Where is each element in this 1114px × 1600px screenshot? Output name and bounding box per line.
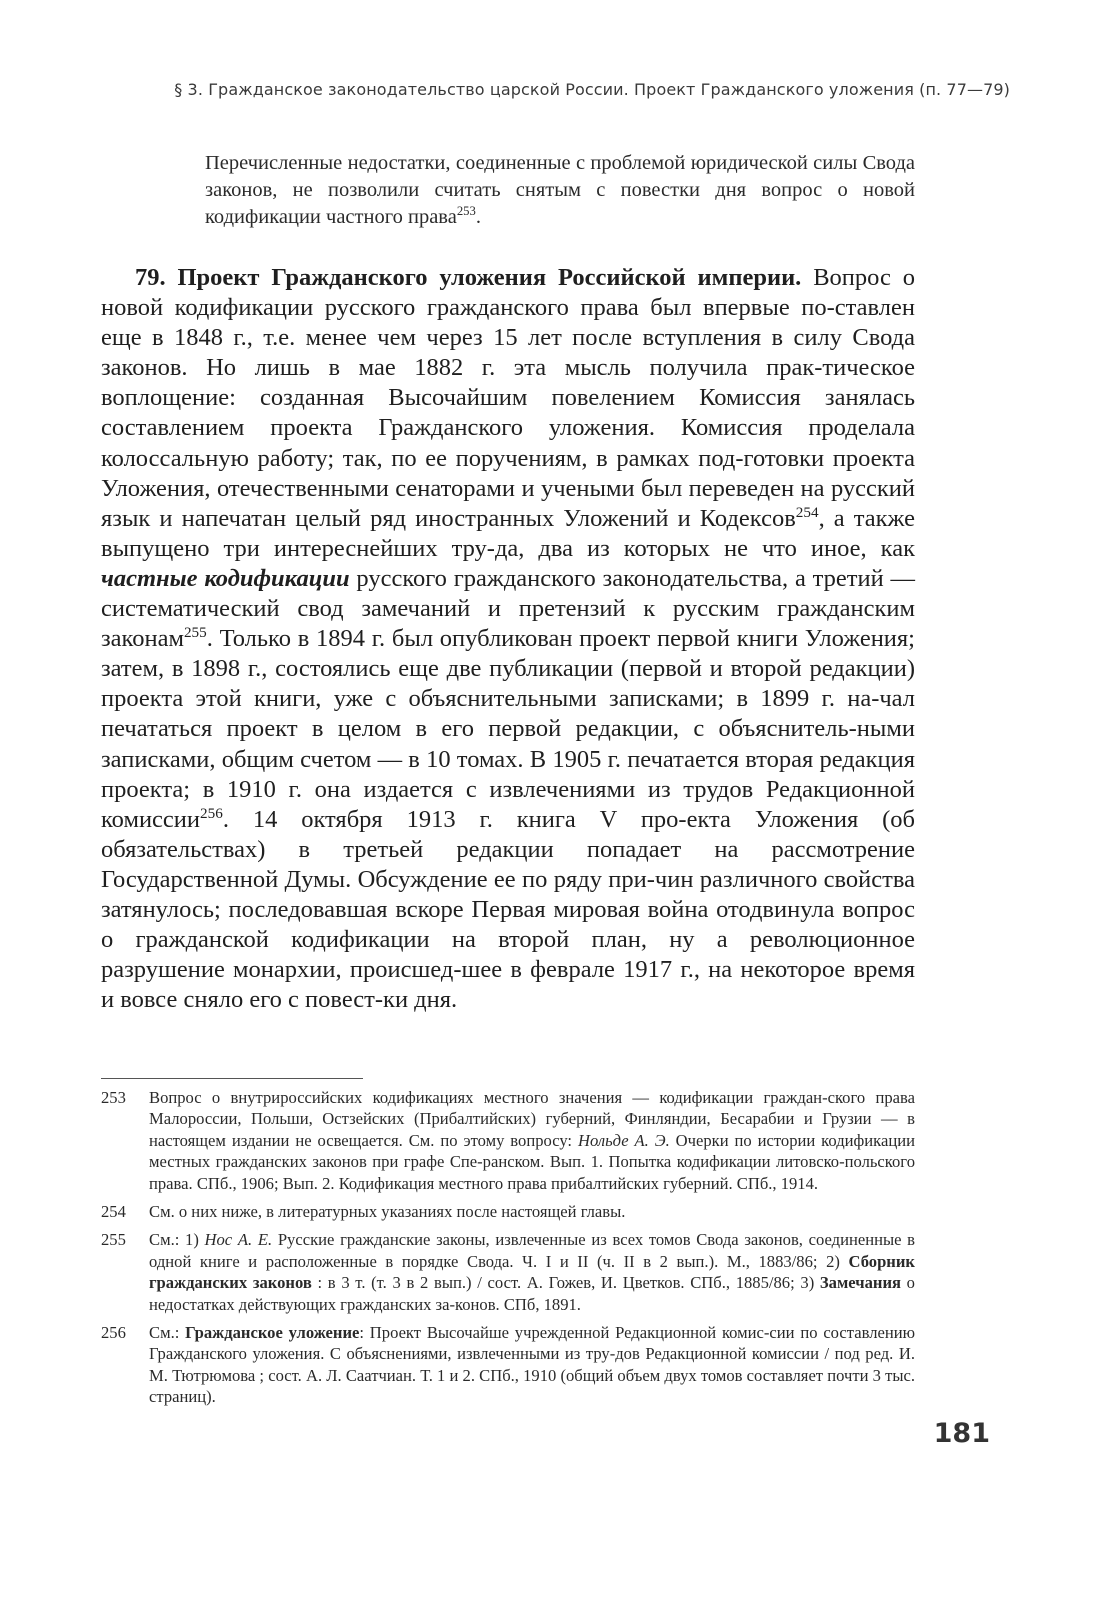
footnote-text [149, 1087, 915, 1194]
intro-text: Перечисленные недостатки, соединенные с проблемой юридической силы Свода законов, не позволили считать снятым с повестки дня вопрос о новой кодификации частного права [205, 152, 915, 228]
footnote-text [149, 1229, 915, 1315]
footnote-text-part: См.: 1) [149, 1230, 205, 1250]
footnote-bold-title: Гражданское уложение [185, 1323, 360, 1343]
body-text-4: . Только в 1894 г. был опубликован проект первой книги Уложения; затем, в 1898 г., состоялись еще две публикации (первой и второй редакции) проекта этой книги, уже с объяснительными записками; в 1899 г. на-чал печататься проект в целом в его первой редакции, с объяснитель-ными записками, общим счетом — в 10 томах. В 1905 г. печатается вторая редакция проекта; в 1910 г. она издается с извлечениями из трудов Редакционной комиссии [101, 625, 915, 833]
footnote-text-part: Очерки по истории кодификации местных гражданских законов при графе Спе-ранском. Вып. 1. Попытка кодификации литовско-польского права. СПб., 1906; Вып. 2. Кодификация местного права прибалтийских губерний. СПб., 1914. [149, 1130, 915, 1193]
body-text-3: русского гражданского законодательства, а третий — систематический свод замечаний и претензий к русским гражданским законам [101, 564, 915, 653]
footnote-author: Нольде А. Э. [577, 1130, 670, 1150]
footnote-author: Нос А. Е. [204, 1230, 273, 1250]
section-title: Проект Гражданского уложения Российской империи. [177, 264, 802, 291]
footnote-text-part: См.: [149, 1323, 186, 1343]
footnote-text-part: Русские гражданские законы, извлеченные из всех томов Свода законов, соединенные в одной книге и расположенные в порядке Свода. Ч. I и II (ч. II в 2 вып.). М., 1883/86; 2) [149, 1230, 916, 1271]
footnote-ref-253[interactable]: 253 [456, 204, 476, 219]
page-number: 181 [933, 1418, 990, 1449]
footnote-text-part: : Проект Высочайше учрежденной Редакционной комис-сии по составлению Гражданского уложения. С объяснениями, извлеченными из тру-дов Редакционной комиссии / под ред. И. М. Тютрюмова ; сост. А. Л. Саатчиан. Т. 1 и 2. СПб., 1910 (общий объем двух томов составляет почти 3 тыс. страниц). [149, 1323, 915, 1407]
running-head: § 3. Гражданское законодательство царской России. Проект Гражданского уложения (п. 77—79) [174, 80, 1010, 99]
footnote-text [149, 1322, 915, 1408]
footnote-text-part: Вопрос о внутрироссийских кодификациях местного значения — кодификации граждан-ского права Малороссии, Польши, Остзейских (Прибалтийских) губерний, Финляндии, Бесарабии и Грузии — в настоящем издании не освещается. См. по этому вопросу: [149, 1088, 915, 1150]
body-text-1: Вопрос о новой кодификации русского гражданского права был впервые по-ставлен еще в 1848 г., т.е. менее чем через 15 лет после вступления в силу Свода законов. Но лишь в мае 1882 г. эта мысль получила прак-тическое воплощение: созданная Высочайшим повелением Комиссия занялась составлением проекта Гражданского уложения. Комиссия проделала колоссальную работу; так, по ее поручениям, в рамках под-готовки проекта Уложения, отечественными сенаторами и учеными был переведен на русский язык и напечатан целый ряд иностранных Уложений и Кодексов [101, 264, 915, 532]
footnote-254 [101, 1201, 915, 1222]
footnote-256 [101, 1322, 915, 1408]
footnote-ref-255[interactable]: 255 [183, 623, 207, 641]
footnote-255 [101, 1229, 915, 1315]
footnote-number: 256 [101, 1323, 126, 1343]
footnote-text-part: : в 3 т. (т. 3 в 2 вып.) / сост. А. Гожев, И. Цветков. СПб., 1885/86; 3) [311, 1273, 820, 1293]
footnote-bold-title: Замечания [819, 1273, 901, 1293]
footnotes [101, 1087, 915, 1415]
emphasis-text: частные кодификации [101, 564, 350, 592]
footnote-number: 255 [101, 1230, 126, 1250]
body-text-5: . 14 октября 1913 г. книга V про-екта Уложения (об обязательствах) в третьей редакции попадает на рассмотрение Государственной Думы. Обсуждение ее по ряду при-чин различного свойства затянулось; последовавшая вскоре Первая мировая война отодвинула вопрос о гражданской кодификации на второй план, ну а революционное разрушение монархии, происшед-шее в феврале 1917 г., на некоторое время и вовсе сняло его с повест-ки дня. [101, 805, 915, 1014]
footnote-bold-title: Сборник гражданских законов [149, 1251, 915, 1293]
footnote-253 [101, 1087, 915, 1194]
footnote-number: 253 [101, 1088, 126, 1107]
footnote-text: См. о них ниже, в литературных указаниях после настоящей главы. [149, 1202, 626, 1222]
footnote-ref-256[interactable]: 256 [200, 804, 223, 822]
intro-end: . [475, 206, 481, 228]
section-79-paragraph [101, 263, 915, 1015]
body-text-2: , а также выпущено три интереснейших тру-да, два из которых не что иное, как [101, 504, 915, 562]
footnote-text-part: о недостатках действующих гражданских за-конов. СПб, 1891. [149, 1273, 915, 1314]
section-number: 79. [135, 264, 166, 291]
footnote-ref-254[interactable]: 254 [795, 503, 819, 521]
intro-paragraph [205, 150, 915, 231]
footnote-divider [101, 1078, 363, 1079]
footnote-number: 254 [101, 1202, 126, 1222]
